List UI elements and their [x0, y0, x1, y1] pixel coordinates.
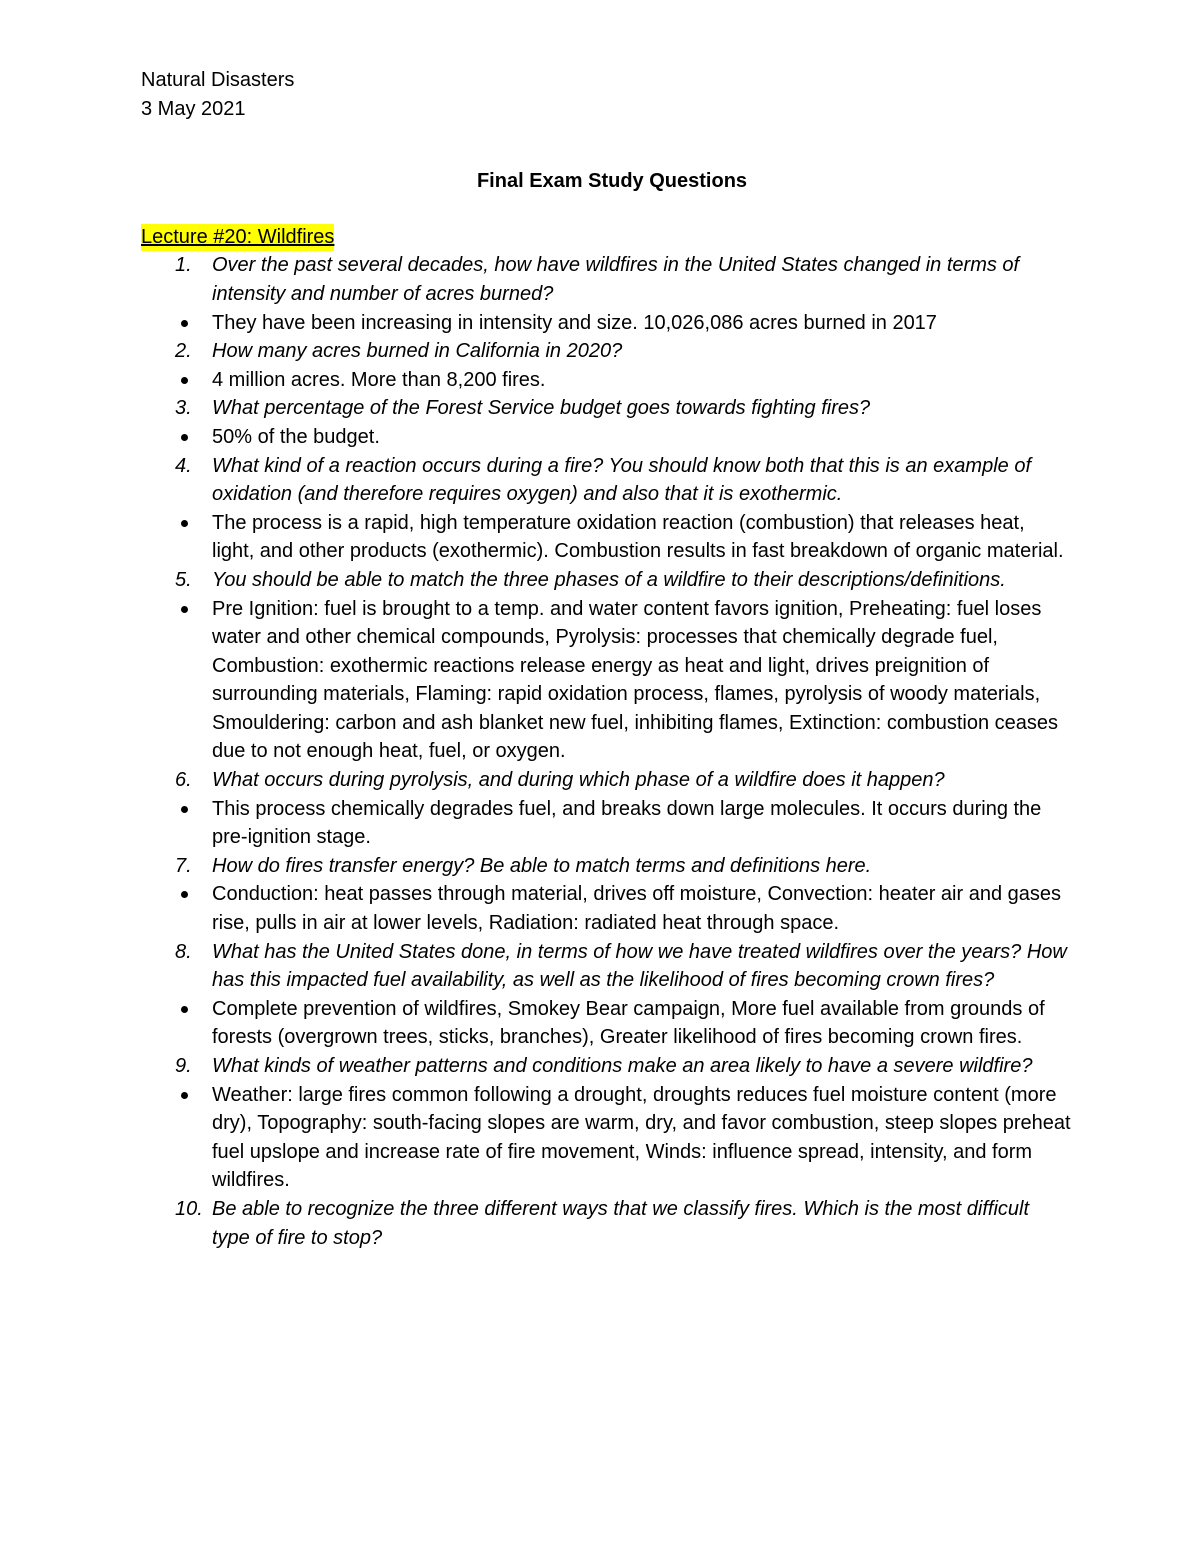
document-date: 3 May 2021: [141, 97, 246, 120]
answer-text: This process chemically degrades fuel, and breaks down large molecules. It occurs during the pre-ignition stage.: [212, 797, 1042, 849]
question-text: What kinds of weather patterns and conditions make an area likely to have a severe wildfire?: [212, 1055, 1033, 1077]
question-text: You should be able to match the three phases of a wildfire to their descriptions/definitions.: [212, 568, 1006, 591]
question-text: How do fires transfer energy? Be able to match terms and definitions here.: [212, 854, 872, 877]
question-number: 4.: [175, 454, 192, 477]
course-name: Natural Disasters: [141, 69, 295, 91]
question-item: [141, 852, 1071, 881]
section-heading: Lecture #20: Wildfires: [141, 224, 334, 251]
section-heading-wrapper: [141, 223, 1071, 252]
question-item: [141, 251, 1071, 308]
question-text: What kind of a reaction occurs during a fire? You should know both that this is an example of oxidation (and therefore requires oxygen) and also that it is exothermic.: [212, 454, 1031, 506]
question-text: What has the United States done, in terms of how we have treated wildfires over the years? How has this impacted fuel availability, as well as the likelihood of fires becoming crown fires?: [212, 940, 1067, 992]
question-number: 8.: [175, 940, 192, 963]
page-title: Final Exam Study Questions: [476, 170, 748, 193]
answer-item: [141, 595, 1071, 767]
question-text: Be able to recognize the three different ways that we classify fires. Which is the most difficult type of fire to stop?: [212, 1197, 1030, 1249]
question-item: [141, 1195, 1071, 1252]
question-number: 9.: [175, 1055, 192, 1077]
question-number: 6.: [175, 769, 192, 792]
question-text: How many acres burned in California in 2020?: [212, 340, 623, 363]
answer-text: Complete prevention of wildfires, Smokey Bear campaign, More fuel available from grounds of forests (overgrown trees, sticks, branches), Greater likelihood of fires becoming crown fires.: [212, 997, 1045, 1049]
bullet-icon: [181, 377, 188, 384]
answer-text: The process is a rapid, high temperature oxidation reaction (combustion) that releases heat, light, and other products (exothermic). Combustion results in fast breakdown of organic material.: [212, 511, 1064, 563]
answer-text: 50% of the budget.: [212, 425, 380, 448]
answer-item: [141, 880, 1071, 937]
question-text: What percentage of the Forest Service budget goes towards fighting fires?: [212, 397, 871, 420]
question-number: 7.: [175, 854, 192, 877]
bullet-icon: [181, 1006, 188, 1013]
question-number: 5.: [175, 568, 192, 591]
question-item: [141, 394, 1071, 423]
question-text: What occurs during pyrolysis, and during which phase of a wildfire does it happen?: [212, 769, 945, 792]
question-item: [141, 1052, 1071, 1081]
answer-item: [141, 423, 1071, 452]
question-item: [141, 766, 1071, 795]
answer-item: [141, 509, 1071, 566]
question-item: [141, 566, 1071, 595]
answer-item: [141, 1081, 1071, 1195]
question-item: [141, 452, 1071, 509]
question-number: 10.: [175, 1197, 203, 1220]
bullet-icon: [181, 891, 188, 898]
answer-item: [141, 795, 1071, 852]
bullet-icon: [181, 1092, 188, 1099]
question-item: [141, 337, 1071, 366]
answer-text: Conduction: heat passes through material, drives off moisture, Convection: heater air and gases rise, pulls in air at lower levels, Radiation: radiated heat through space.: [212, 883, 1061, 935]
document-page: [141, 66, 1071, 1252]
question-number: 2.: [175, 340, 192, 363]
bullet-icon: [181, 806, 188, 813]
question-number: 3.: [175, 397, 192, 420]
answer-item: [141, 995, 1071, 1052]
answer-text: 4 million acres. More than 8,200 fires.: [212, 368, 546, 391]
answer-text: They have been increasing in intensity and size. 10,026,086 acres burned in 2017: [212, 311, 937, 334]
answer-text: Weather: large fires common following a drought, droughts reduces fuel moisture content (more dry), Topography: south-facing slopes are warm, dry, and favor combustion, steep slopes preheat fuel upslope and increase rate of fire movement, Winds: influence spread, intensity, and form wildfires.: [212, 1083, 1071, 1192]
bullet-icon: [181, 434, 188, 441]
question-item: [141, 938, 1071, 995]
question-text: Over the past several decades, how have wildfires in the United States changed in terms of intensity and number of acres burned?: [212, 254, 1020, 305]
answer-text: Pre Ignition: fuel is brought to a temp. and water content favors ignition, Preheating: fuel loses water and other chemical compounds, Pyrolysis: processes that chemically degrade fuel, Combustion: exothermic reactions release energy as heat and light, drives preignition of surrounding materials, Flaming: rapid oxidation process, flames, pyrolysis of woody materials, Smouldering: carbon and ash blanket new fuel, inhibiting flames, Extinction: combustion ceases due to not enough heat, fuel, or oxygen.: [212, 597, 1059, 763]
answer-item: [141, 309, 1071, 338]
bullet-icon: [181, 606, 188, 613]
bullet-icon: [181, 520, 188, 527]
question-number: 1.: [175, 254, 192, 277]
question-answer-list: [141, 251, 1071, 1252]
bullet-icon: [181, 320, 188, 327]
answer-item: [141, 366, 1071, 395]
